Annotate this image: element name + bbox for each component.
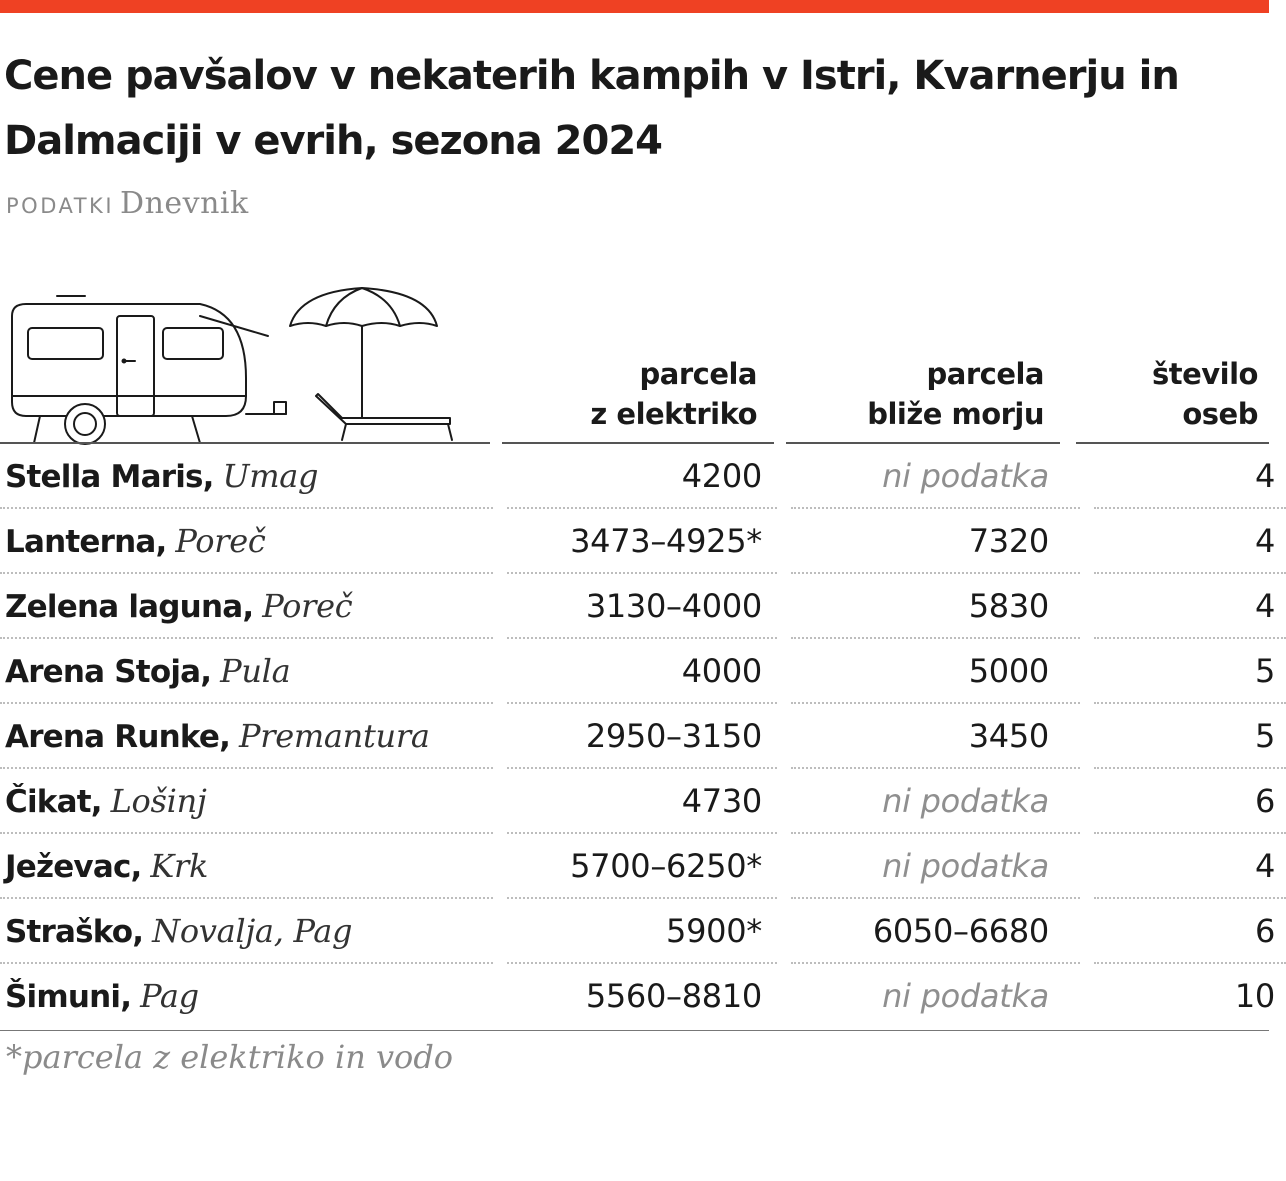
column-gap [777, 444, 791, 508]
camp-cell [0, 444, 493, 508]
persons-count: 4 [1094, 508, 1286, 573]
table-bottom-rule [0, 1030, 1269, 1031]
price-electricity: 5700–6250* [507, 833, 777, 898]
source-label: PODATKI [6, 194, 115, 218]
column-gap [493, 768, 507, 833]
price-table [0, 444, 1286, 1027]
sun-lounger-icon [316, 394, 452, 440]
camp-name: Straško, [5, 913, 144, 950]
column-gap [493, 703, 507, 768]
persons-count: 4 [1094, 573, 1286, 638]
footnote: *parcela z elektriko in vodo [6, 1038, 454, 1076]
camp-cell [0, 508, 493, 573]
column-gap [1080, 638, 1094, 703]
source-name: Dnevnik [120, 186, 249, 221]
camp-cell [0, 703, 493, 768]
column-gap [1080, 898, 1094, 963]
camp-name: Ježevac, [5, 848, 142, 885]
camp-name: Lanterna, [5, 523, 167, 560]
table-row [0, 833, 1286, 898]
column-gap [1080, 444, 1094, 508]
persons-count: 5 [1094, 703, 1286, 768]
camp-cell [0, 573, 493, 638]
column-gap [493, 638, 507, 703]
camp-place: Pula [220, 651, 291, 690]
persons-count: 4 [1094, 444, 1286, 508]
table-row [0, 768, 1286, 833]
column-header-electricity-line2: z elektriko [590, 397, 757, 431]
column-gap [1080, 508, 1094, 573]
caravan-icon [12, 296, 286, 444]
camp-cell [0, 768, 493, 833]
column-gap [493, 833, 507, 898]
price-near-sea: 5830 [791, 573, 1080, 638]
column-gap [777, 573, 791, 638]
price-near-sea: ni podatka [791, 444, 1080, 508]
column-gap [777, 963, 791, 1027]
price-electricity: 3130–4000 [507, 573, 777, 638]
column-header-persons [1078, 354, 1258, 434]
price-electricity: 4730 [507, 768, 777, 833]
chart-title: Cene pavšalov v nekaterih kampih v Istri, Kvarnerju in Dalmaciji v evrih, sezona 2024 [4, 53, 1179, 164]
column-header-persons-line1: število [1151, 357, 1258, 391]
camp-name: Šimuni, [5, 978, 132, 1015]
beach-umbrella-icon [290, 288, 437, 418]
camping-illustration [0, 278, 492, 446]
camp-name: Arena Stoja, [5, 653, 212, 690]
camp-place: Premantura [238, 716, 430, 755]
camp-name: Zelena laguna, [5, 588, 254, 625]
table-row [0, 444, 1286, 508]
column-gap [1080, 768, 1094, 833]
camp-cell [0, 898, 493, 963]
price-near-sea: 3450 [791, 703, 1080, 768]
column-gap [1080, 833, 1094, 898]
column-gap [1080, 963, 1094, 1027]
column-header-persons-line2: oseb [1182, 397, 1258, 431]
camp-place: Umag [222, 456, 319, 495]
price-near-sea: 5000 [791, 638, 1080, 703]
price-near-sea: ni podatka [791, 768, 1080, 833]
column-gap [493, 898, 507, 963]
column-gap [777, 833, 791, 898]
price-electricity: 3473–4925* [507, 508, 777, 573]
column-header-near-sea [786, 354, 1044, 434]
column-gap [777, 508, 791, 573]
persons-count: 6 [1094, 768, 1286, 833]
camp-place: Novalja, Pag [152, 911, 353, 950]
camp-place: Poreč [262, 586, 353, 625]
price-electricity: 5560–8810 [585, 976, 762, 1015]
price-electricity: 4200 [507, 444, 777, 508]
price-near-sea: ni podatka [882, 976, 1049, 1015]
table-row [0, 963, 1286, 1027]
camp-name: Arena Runke, [5, 718, 231, 755]
price-near-sea: 6050–6680 [791, 898, 1080, 963]
column-gap [493, 508, 507, 573]
column-header-near-sea-line1: parcela [926, 357, 1044, 391]
column-gap [1080, 703, 1094, 768]
column-gap [777, 703, 791, 768]
table-row [0, 508, 1286, 573]
column-gap [777, 898, 791, 963]
column-gap [493, 444, 507, 508]
column-gap [777, 768, 791, 833]
price-near-sea: 7320 [791, 508, 1080, 573]
table-row [0, 898, 1286, 963]
price-electricity: 5900* [507, 898, 777, 963]
persons-count: 6 [1094, 898, 1286, 963]
column-header-electricity-line1: parcela [639, 357, 757, 391]
table-row [0, 638, 1286, 703]
persons-count: 4 [1094, 833, 1286, 898]
camp-name: Stella Maris, [5, 458, 214, 495]
table-row [0, 573, 1286, 638]
column-header-near-sea-line2: bliže morju [867, 397, 1044, 431]
persons-count: 10 [1234, 976, 1275, 1015]
accent-bar [0, 0, 1269, 13]
camp-cell [0, 638, 493, 703]
column-gap [493, 573, 507, 638]
camp-place: Pag [140, 976, 199, 1015]
column-gap [493, 963, 507, 1027]
table-row [0, 703, 1286, 768]
camp-name: Čikat, [5, 783, 102, 820]
persons-count: 5 [1094, 638, 1286, 703]
price-electricity: 2950–3150 [507, 703, 777, 768]
column-gap [777, 638, 791, 703]
column-gap [1080, 573, 1094, 638]
source-line [6, 186, 249, 221]
camp-place: Krk [150, 846, 209, 885]
price-electricity: 4000 [507, 638, 777, 703]
price-near-sea: ni podatka [791, 833, 1080, 898]
camp-place: Poreč [175, 521, 266, 560]
column-header-electricity [505, 354, 757, 434]
camp-cell [0, 963, 493, 1027]
camp-place: Lošinj [110, 781, 207, 820]
camp-cell [0, 833, 493, 898]
